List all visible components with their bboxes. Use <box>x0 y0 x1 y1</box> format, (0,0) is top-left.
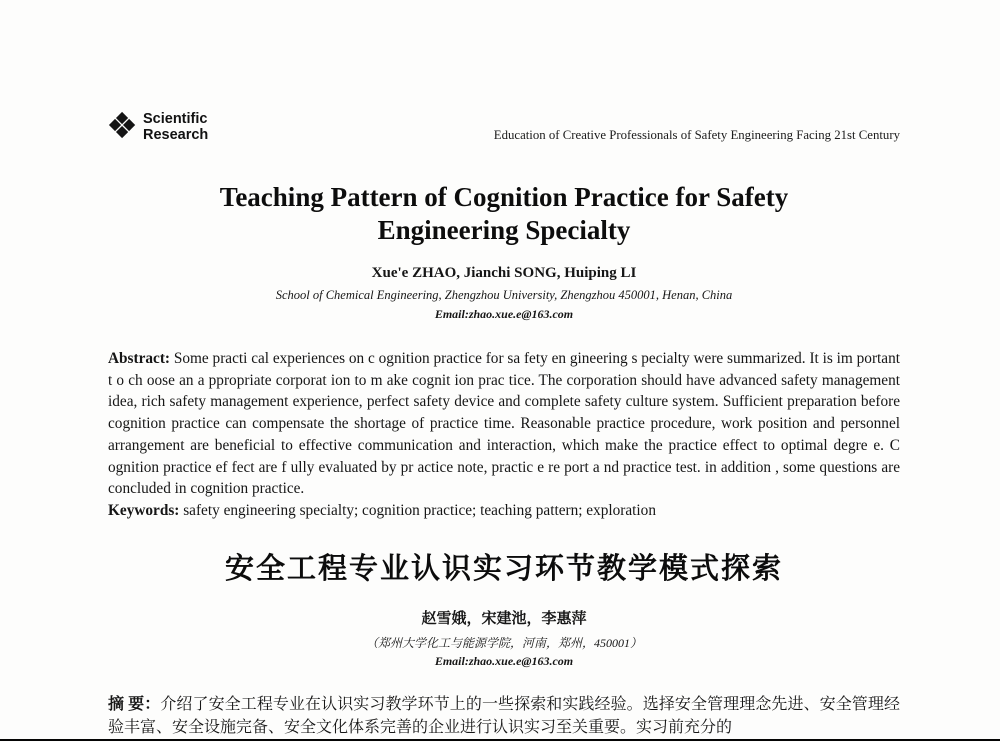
keywords-line <box>108 500 900 522</box>
abstract-paragraph <box>108 348 900 500</box>
bottom-rule <box>0 739 1000 741</box>
chinese-abstract-paragraph <box>108 693 900 739</box>
publisher-logo-text <box>143 112 208 142</box>
scirp-diamond-icon <box>108 110 138 145</box>
chinese-affiliation: （郑州大学化工与能源学院，河南，郑州，450001） <box>365 635 642 650</box>
chinese-abstract-label: 摘 要： <box>108 695 161 713</box>
paper-title-line2: Engineering Specialty <box>377 215 631 246</box>
paper-title <box>108 181 900 248</box>
author-affiliation: School of Chemical Engineering, Zhengzhou University, Zhengzhou 450001, Henan, China <box>275 287 733 302</box>
chinese-abstract-text: 介绍了安全工程专业在认识实习教学环节上的一些探索和实践经验。选择安全管理理念先进、安全管理经验丰富、安全设施完备、安全文化体系完善的企业进行认识实习至关重要。实习前充分的 <box>108 695 900 736</box>
keywords-label: Keywords: <box>108 501 180 519</box>
chinese-title: 安全工程专业认识实习环节教学模式探索 <box>224 552 783 585</box>
abstract-label: Abstract: <box>108 349 171 367</box>
abstract-text: Some practi cal experiences on c ognition practice for sa fety en gineering s pecialty were summarized. It is im portant t o ch oose an a ppropriate corporat ion to m ake cognit ion prac tice. The corporation should have advanced safety management idea, rich safety management experience, perfect safety device and complete safety culture system. Sufficient preparation before cognition practice can compensate the shortage of practice time. Reasonable practice procedure, work position and personnel arrangement are beneficial to effective communication and interaction, which make the practice effect to optimal degre e. C ognition practice ef fect are f ully evaluated by pr actice note, practic e re port a nd practice test. in addition , some questions are concluded in cognition practice. <box>108 349 900 498</box>
paper-title-line1: Teaching Pattern of Cognition Practice for Safety <box>219 182 789 212</box>
author-names: Xue'e ZHAO, Jianchi SONG, Huiping LI <box>371 264 637 281</box>
publisher-logo <box>108 110 208 145</box>
chinese-author-names: 赵雪娥，宋建池，李惠萍 <box>421 610 587 627</box>
keywords-text: safety engineering specialty; cognition practice; teaching pattern; exploration <box>183 501 656 519</box>
logo-word-scientific: Scientific <box>143 111 208 128</box>
chinese-email: Email:zhao.xue.e@163.com <box>434 653 574 668</box>
page-header <box>108 110 900 145</box>
author-email: Email:zhao.xue.e@163.com <box>434 306 574 321</box>
logo-word-research: Research <box>143 126 209 143</box>
running-head: Education of Creative Professionals of Safety Engineering Facing 21st Century <box>493 128 900 142</box>
